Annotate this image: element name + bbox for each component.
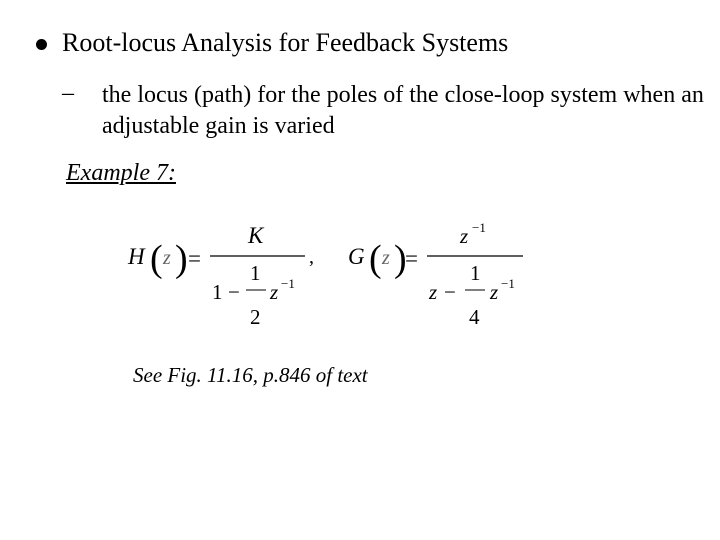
g-exponent: −1 [501,276,515,291]
h-var: z [163,247,171,269]
g-letter: G [348,244,365,269]
g-equation [348,220,523,329]
g-frac-num: 1 [470,261,481,285]
h-frac-num: 1 [250,261,261,285]
h-left-paren: ( [150,238,163,280]
figure-reference-note: See Fig. 11.16, p.846 of text [133,363,368,387]
g-frac-den: 4 [469,305,480,329]
g-den-minus: − [444,280,456,304]
g-den-z2: z [490,280,499,304]
equation-separator: , [309,246,314,268]
h-den-z: z [270,280,279,304]
h-den-minus: − [228,280,240,304]
g-left-paren: ( [369,238,382,280]
g-num-z: z [460,224,469,248]
g-den-z1: z [429,280,438,304]
h-numerator: K [248,223,264,248]
h-frac-den: 2 [250,305,261,329]
h-right-paren: ) [175,238,188,280]
example-heading: Example 7: [66,160,176,186]
g-num-exponent: −1 [472,220,486,235]
h-equals: = [188,246,201,271]
h-exponent: −1 [281,276,295,291]
h-letter: H [128,244,145,269]
sub-bullet-dash: – [62,80,74,106]
bullet-title: Root-locus Analysis for Feedback Systems [62,28,509,57]
g-var: z [382,247,390,269]
h-den-one: 1 [212,280,223,304]
h-equation [127,223,305,329]
g-right-paren: ) [394,238,407,280]
sub-bullet-text: the locus (path) for the poles of the close-loop system when an adjustable gain is varied [102,82,704,139]
g-equals: = [405,246,418,271]
